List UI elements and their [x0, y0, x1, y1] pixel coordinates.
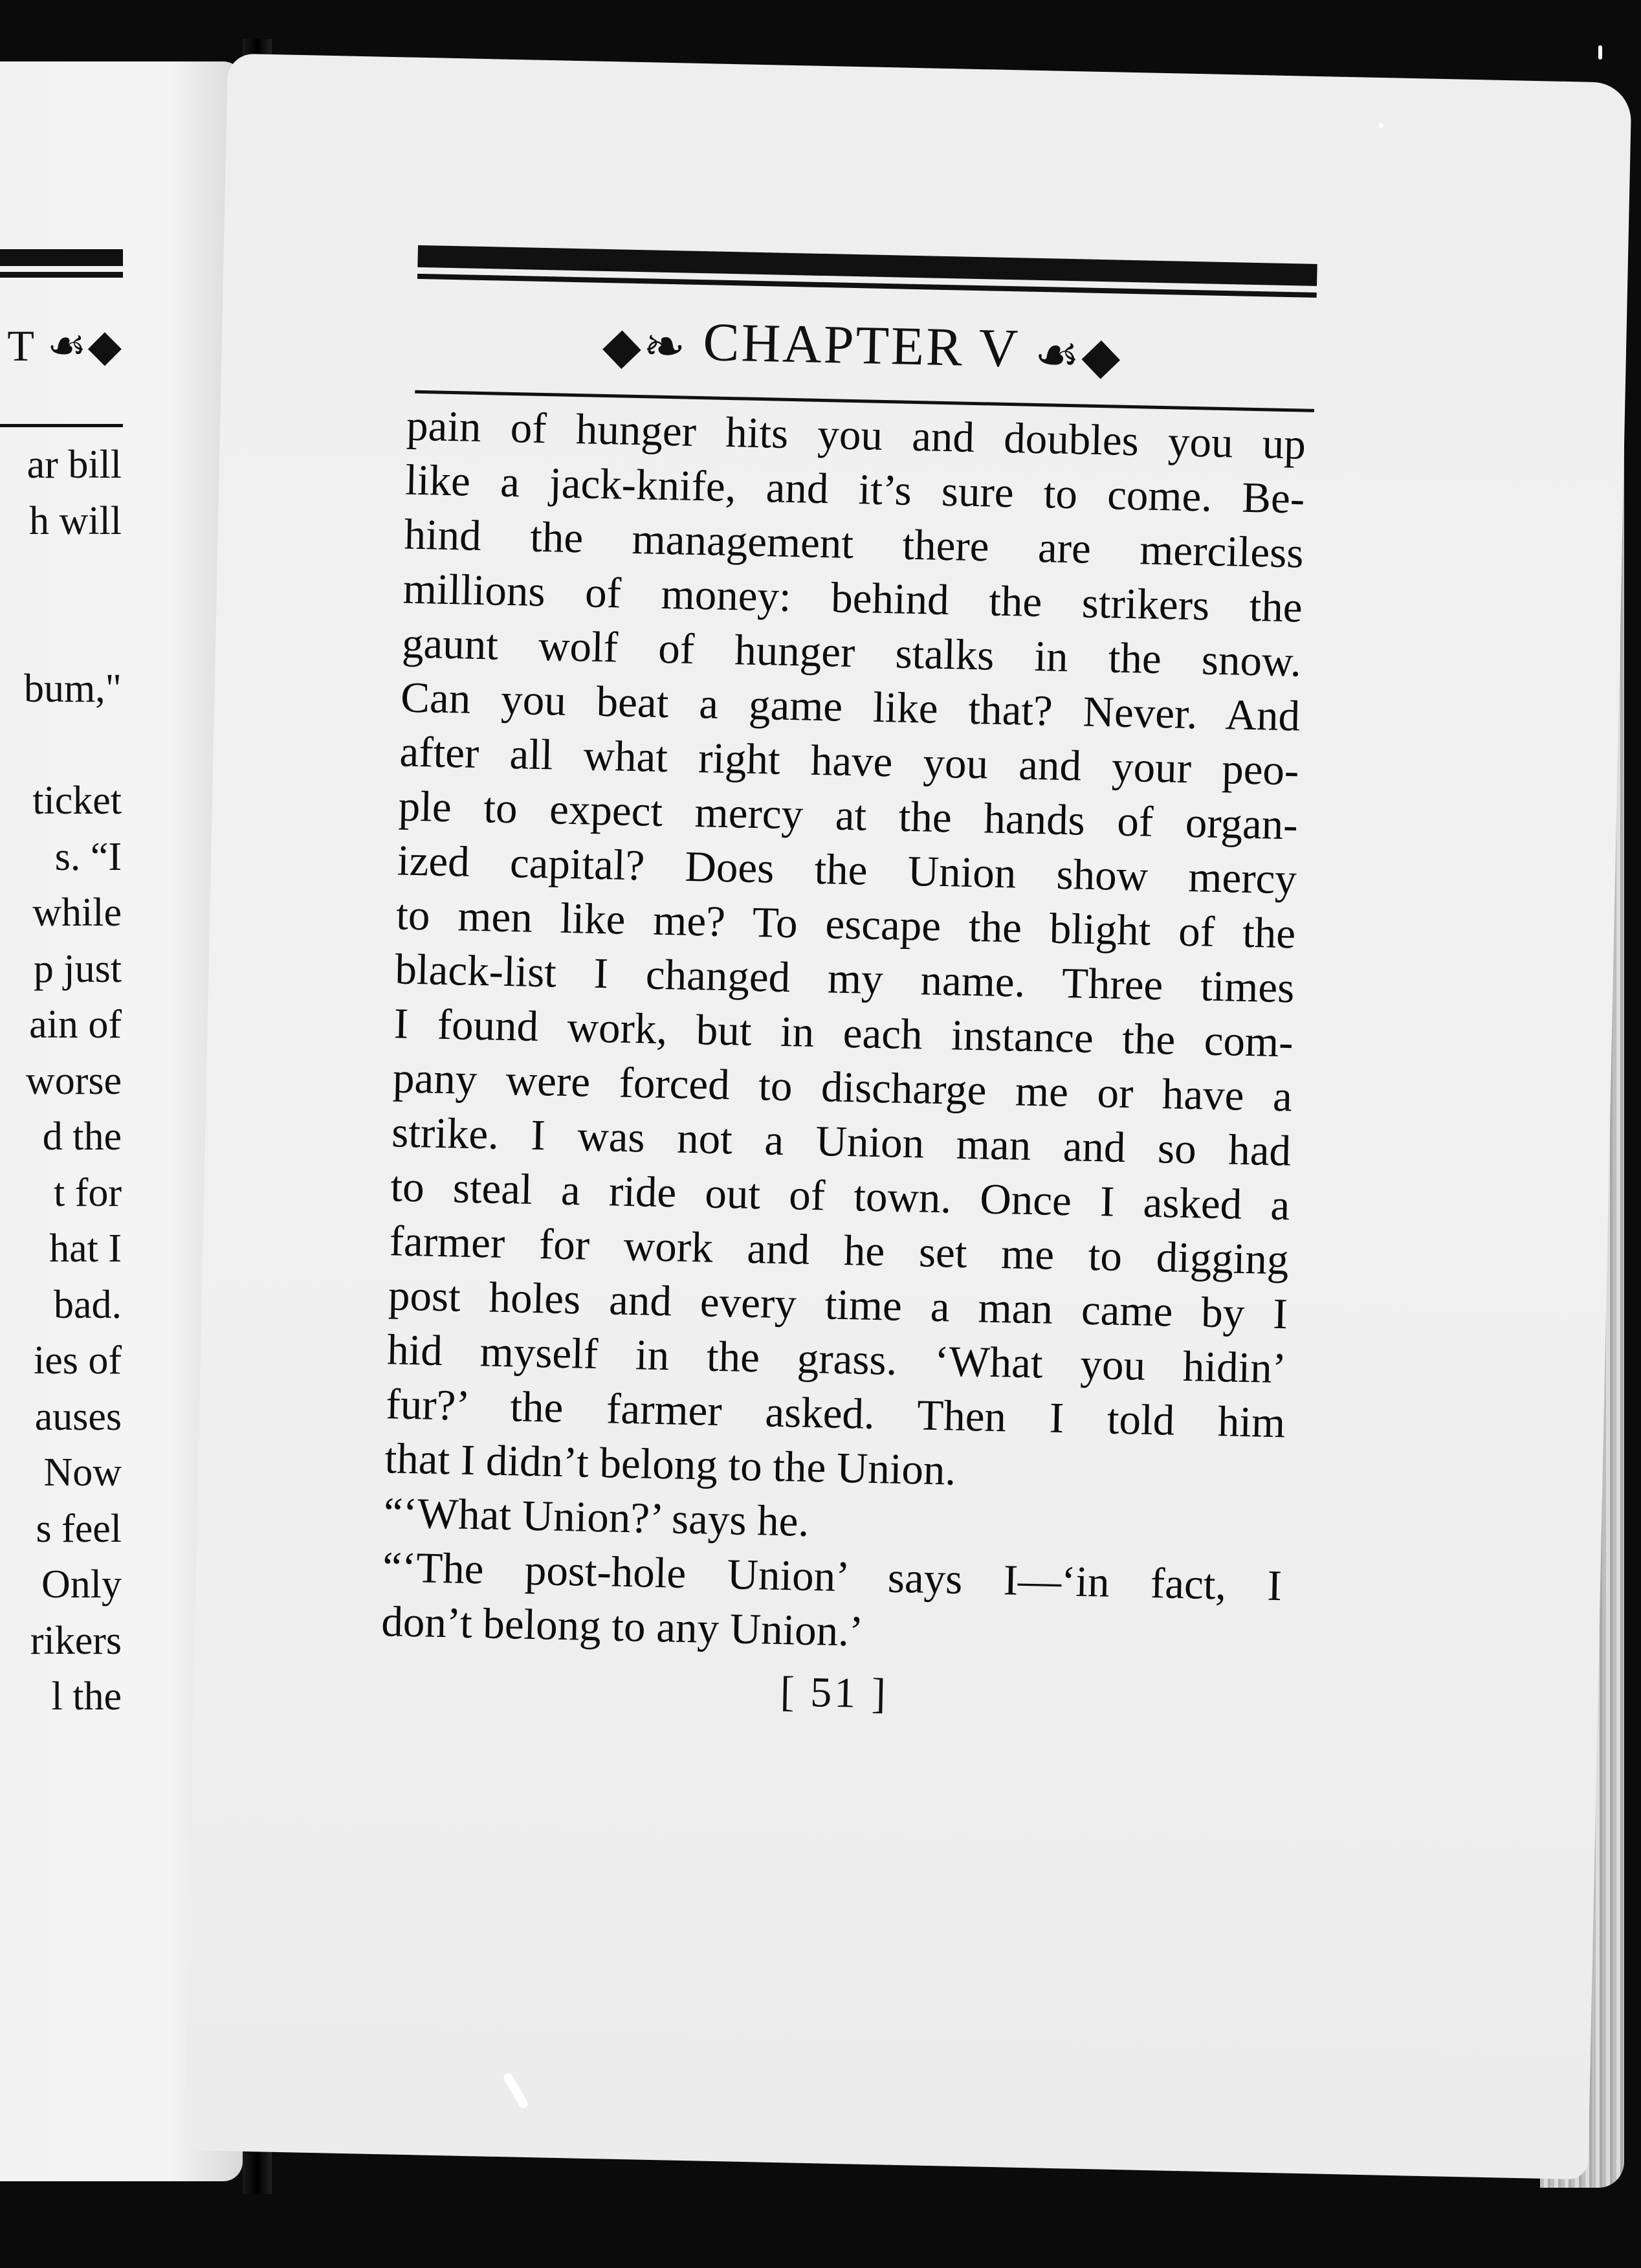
- left-line: auses: [34, 1394, 122, 1439]
- text-line: millions of money: behind the strikers the: [402, 564, 1303, 632]
- text-line: don’t belong to any Union.’: [380, 1597, 865, 1656]
- left-line: ar bill: [27, 443, 122, 487]
- left-ornament-icon: ◆❧: [602, 317, 688, 375]
- text-line: ized capital? Does the Union show mercy: [397, 836, 1297, 904]
- left-line: bum,": [23, 667, 122, 711]
- left-line: ticket: [32, 779, 122, 823]
- text-line: strike. I was not a Union man and so had: [391, 1108, 1292, 1175]
- chapter-title: CHAPTER V: [702, 312, 1020, 379]
- dust-speck: [1598, 45, 1602, 60]
- left-line: Now: [43, 1451, 122, 1495]
- left-line: h will: [29, 498, 122, 543]
- left-page-top-rule: [0, 249, 123, 272]
- left-line: p just: [33, 946, 122, 991]
- left-line: bad.: [53, 1282, 122, 1327]
- left-line: ain of: [29, 1003, 122, 1047]
- text-line: gaunt wolf of hunger stalks in the snow.: [401, 619, 1302, 686]
- text-line: to men like me? To escape the blight of the: [395, 891, 1296, 958]
- text-line: post holes and every time a man came by I: [388, 1271, 1288, 1339]
- left-line: while: [32, 891, 122, 935]
- text-line: black-list I changed my name. Three times: [394, 945, 1295, 1012]
- text-line: “‘The post-hole Union’ says I—‘in fact, I: [382, 1542, 1283, 1610]
- text-line: like a jack-knife, and it’s sure to come. Be-: [404, 456, 1305, 523]
- body-text: [381, 398, 1306, 1667]
- right-ornament-icon: ☙◆: [1033, 326, 1123, 384]
- text-line: pain of hunger hits you and doubles you up: [406, 401, 1306, 469]
- left-line: l the: [51, 1674, 122, 1718]
- text-line: hind the management there are merciless: [403, 510, 1305, 577]
- left-line: worse: [25, 1058, 122, 1103]
- left-line: hat I: [49, 1227, 122, 1271]
- text-line: after all what right have you and your peo-: [399, 728, 1300, 795]
- ornament-icon: ☙◆: [47, 321, 123, 370]
- left-line: [0, 549, 122, 605]
- left-line: [0, 605, 122, 662]
- left-line: ies of: [33, 1339, 122, 1383]
- text-line: hid myself in the grass. ‘What you hidin’: [386, 1325, 1287, 1393]
- chapter-heading: [402, 304, 1323, 389]
- page-number: [ 51 ]: [780, 1667, 889, 1718]
- left-line: [0, 717, 122, 773]
- text-line: to steal a ride out of town. Once I asked a: [390, 1162, 1291, 1230]
- text-line: farmer for work and he set me to digging: [389, 1216, 1290, 1284]
- left-line: Only: [41, 1562, 122, 1606]
- left-line: d the: [42, 1115, 122, 1159]
- page-content: [375, 245, 1324, 1727]
- text-line: ple to expect mercy at the hands of organ-: [398, 782, 1299, 849]
- left-line: s feel: [36, 1506, 122, 1551]
- text-line: I found work, but in each instance the com-: [393, 999, 1294, 1067]
- left-page-text: [0, 437, 122, 1725]
- left-line: rikers: [30, 1618, 122, 1663]
- left-page-heading-fragment: T ☙◆: [7, 321, 123, 370]
- dust-speck: [1378, 123, 1383, 128]
- left-line: s. “I: [54, 834, 122, 879]
- text-line: fur?’ the farmer asked. Then I told him: [385, 1379, 1286, 1447]
- text-line: that I didn’t belong to the Union.: [384, 1434, 957, 1495]
- right-page: [184, 54, 1631, 2180]
- text-line: “‘What Union?’ says he.: [383, 1488, 809, 1546]
- left-page-heading-rule: [0, 424, 123, 427]
- text-line: pany were forced to discharge me or have a: [392, 1054, 1293, 1121]
- text-line: Can you beat a game like that? Never. And: [400, 673, 1301, 740]
- left-line: t for: [53, 1170, 122, 1215]
